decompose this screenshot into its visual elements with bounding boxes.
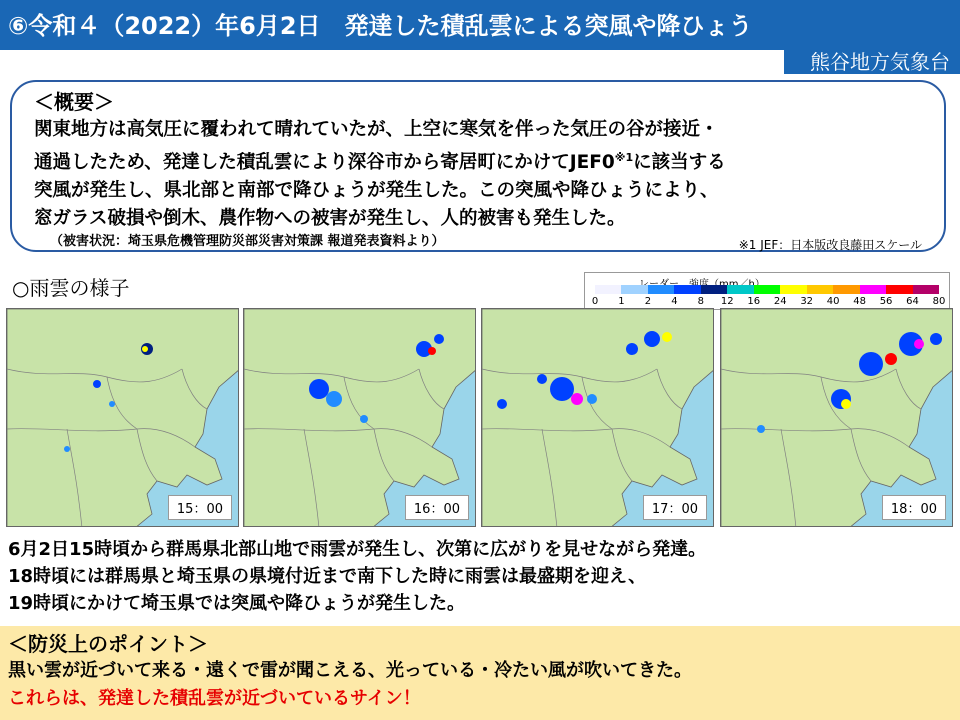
- legend-swatch: [886, 285, 912, 294]
- legend-tick: 1: [618, 296, 625, 307]
- radar-legend: [584, 272, 950, 310]
- radar-echo: [434, 334, 444, 344]
- legend-tick: 16: [747, 296, 761, 307]
- radar-echo: [859, 352, 883, 376]
- organization-name: 熊谷地方気象台: [806, 50, 954, 74]
- legend-tick: 24: [773, 296, 787, 307]
- time-label: 16：00: [405, 495, 469, 520]
- radar-echo: [885, 353, 897, 365]
- time-label: 15：00: [168, 495, 232, 520]
- radar-echo: [587, 394, 597, 404]
- radar-echo: [326, 391, 342, 407]
- radar-heading: ○雨雲の様子: [12, 276, 130, 300]
- legend-swatch: [754, 285, 780, 294]
- legend-tick: 80: [932, 296, 946, 307]
- radar-echo: [841, 399, 851, 409]
- description-line-2: 18時頃には群馬県と埼玉県の県境付近まで南下した時に雨雲は最盛期を迎え、: [8, 566, 647, 587]
- header-bar: [0, 0, 960, 50]
- radar-echo: [550, 377, 574, 401]
- radar-map-1500: [6, 308, 239, 527]
- page-title: ⑥令和４（2022）年6月2日 発達した積乱雲による突風や降ひょう: [8, 12, 753, 40]
- legend-swatch: [674, 285, 700, 294]
- summary-line-2-tail: に該当する: [633, 152, 726, 174]
- legend-swatch: [913, 285, 939, 294]
- disaster-prevention-points: [0, 626, 960, 720]
- damage-source: （被害状況：埼玉県危機管理防災部災害対策課 報道発表資料より）: [50, 234, 445, 249]
- legend-tick: 40: [826, 296, 840, 307]
- legend-swatch: [648, 285, 674, 294]
- radar-echo: [626, 343, 638, 355]
- radar-echo: [428, 347, 436, 355]
- radar-echo: [914, 339, 924, 349]
- legend-tick: 4: [671, 296, 678, 307]
- legend-swatch: [780, 285, 806, 294]
- radar-map-1800: [720, 308, 953, 527]
- radar-echo: [757, 425, 765, 433]
- points-warning: これらは、発達した積乱雲が近づいているサイン！: [8, 688, 421, 709]
- legend-swatch: [727, 285, 753, 294]
- legend-tick: 12: [720, 296, 734, 307]
- summary-line-3: 突風が発生し、県北部と南部で降ひょうが発生した。この突風や降ひょうにより、: [34, 180, 719, 202]
- summary-line-1: 関東地方は高気圧に覆われて晴れていたが、上空に寒気を伴った気圧の谷が接近・: [34, 119, 719, 140]
- legend-tick: 56: [879, 296, 893, 307]
- radar-echo: [571, 393, 583, 405]
- legend-swatch: [860, 285, 886, 294]
- legend-tick: 64: [906, 296, 919, 307]
- radar-echo: [930, 333, 942, 345]
- legend-swatch: [807, 285, 833, 294]
- legend-swatch: [833, 285, 859, 294]
- radar-echo: [537, 374, 547, 384]
- summary-line-4: 窓ガラス破損や倒木、農作物への被害が発生し、人的被害も発生した。: [34, 208, 626, 230]
- legend-tick: 32: [800, 296, 814, 307]
- time-label: 17：00: [643, 495, 707, 520]
- time-label: 18：00: [882, 495, 946, 520]
- description-line-3: 19時頃にかけて埼玉県では突風や降ひょうが発生した。: [8, 593, 466, 614]
- summary-box: [10, 80, 946, 252]
- legend-ticks: [591, 296, 946, 308]
- summary-line-2: [34, 144, 934, 177]
- legend-tick: 2: [644, 296, 652, 307]
- radar-echo: [64, 446, 70, 452]
- radar-map-1700: [481, 308, 714, 527]
- description-line-1: 6月2日15時頃から群馬県北部山地で雨雲が発生し、次第に広がりを見せながら発達。: [8, 539, 707, 560]
- legend-tick: 48: [853, 296, 866, 307]
- legend-tick: 0: [591, 296, 599, 307]
- legend-swatch: [621, 285, 647, 294]
- radar-echo: [662, 332, 672, 342]
- radar-echo: [109, 401, 115, 407]
- legend-color-bar: [595, 285, 939, 294]
- radar-echo: [497, 399, 507, 409]
- legend-swatch: [595, 285, 621, 294]
- radar-echo: [142, 346, 148, 352]
- radar-echo: [309, 379, 329, 399]
- radar-echo: [644, 331, 660, 347]
- summary-line-2-text: 通過したため、発達した積乱雲により深谷市から寄居町にかけてJEF0: [34, 152, 615, 174]
- footnote-marker: ※1: [614, 151, 634, 164]
- points-heading: ＜防災上のポイント＞: [8, 632, 208, 656]
- radar-map-1600: [243, 308, 476, 527]
- summary-heading: ＜概要＞: [34, 90, 114, 114]
- radar-echo: [360, 415, 368, 423]
- jef-footnote: ※1 JEF：日本版改良藤田スケール: [738, 238, 922, 252]
- radar-description: [8, 536, 952, 617]
- radar-echo: [93, 380, 101, 388]
- points-signs: 黒い雲が近づいて来る・遠くで雷が聞こえる、光っている・冷たい風が吹いてきた。: [8, 660, 692, 681]
- legend-tick: 8: [697, 296, 705, 307]
- legend-swatch: [701, 285, 727, 294]
- summary-body: [34, 116, 934, 233]
